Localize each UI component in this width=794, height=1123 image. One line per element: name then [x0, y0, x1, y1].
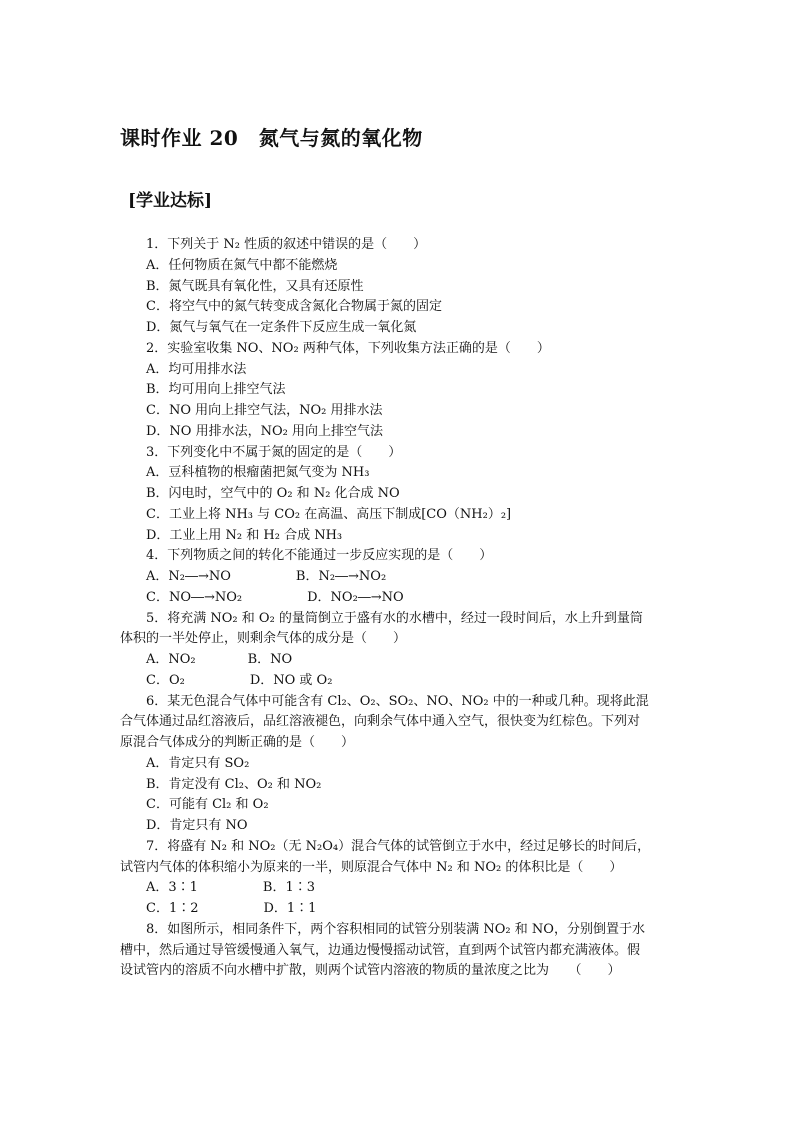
question-5-stem: 5．将充满 NO₂ 和 O₂ 的量筒倒立于盛有水的水槽中，经过一段时间后，水上升到量筒	[146, 610, 643, 626]
question-6-stem: 6．某无色混合气体中可能含有 Cl₂、O₂、SO₂、NO、NO₂ 中的一种或几种。现将此混	[146, 693, 649, 709]
question-6-option: A．肯定只有 SO₂	[146, 755, 250, 771]
question-7-option: A．3∶1 B．1∶3	[146, 880, 316, 896]
question-1-option: A．任何物质在氮气中都不能燃烧	[146, 257, 338, 273]
question-8-stem: 设试管内的溶质不向水槽中扩散，则两个试管内溶液的物质的量浓度之比为 （ ）	[120, 963, 621, 979]
question-6-option: C．可能有 Cl₂ 和 O₂	[146, 797, 269, 813]
question-6-option: D．肯定只有 NO	[146, 818, 248, 833]
question-4-option: A．N₂―→NO B．N₂―→NO₂	[146, 569, 387, 584]
question-3-option: D．工业上用 N₂ 和 H₂ 合成 NH₃	[146, 527, 343, 543]
question-6-stem: 原混合气体成分的判断正确的是（ ）	[120, 735, 355, 750]
question-2-option: C．NO 用向上排空气法，NO₂ 用排水法	[146, 403, 383, 418]
question-8-stem: 槽中，然后通过导管缓慢通入氧气，边通边慢慢摇动试管，直到两个试管内都充满液体。假	[120, 942, 641, 958]
question-2-stem: 2．实验室收集 NO、NO₂ 两种气体，下列收集方法正确的是（ ）	[146, 340, 550, 356]
question-3-stem: 3．下列变化中不属于氮的固定的是（ ）	[146, 444, 402, 460]
question-6-stem: 合气体通过品红溶液后，品红溶液褪色，向剩余气体中通入空气，很快变为红棕色。下列对	[120, 714, 641, 730]
question-1-stem: 1．下列关于 N₂ 性质的叙述中错误的是（ ）	[146, 237, 427, 252]
section-heading: [学业达标]	[128, 191, 213, 211]
question-8-stem: 8．如图所示，相同条件下，两个容积相同的试管分别装满 NO₂ 和 NO，分别倒置于水	[146, 921, 645, 937]
question-3-option: A．豆科植物的根瘤菌把氮气变为 NH₃	[146, 465, 370, 481]
question-5-option: A．NO₂ B．NO	[146, 652, 293, 667]
question-5-stem: 体积的一半处停止，则剩余气体的成分是（ ）	[120, 631, 407, 647]
question-6-option: B．肯定没有 Cl₂、O₂ 和 NO₂	[146, 776, 322, 792]
question-4-stem: 4．下列物质之间的转化不能通过一步反应实现的是（ ）	[146, 548, 493, 564]
question-2-option: B．均可用向上排空气法	[146, 382, 286, 398]
question-3-option: C．工业上将 NH₃ 与 CO₂ 在高温、高压下制成[CO（NH₂）₂]	[146, 506, 512, 522]
question-7-stem: 7．将盛有 N₂ 和 NO₂（无 N₂O₄）混合气体的试管倒立于水中，经过足够长的时间后，	[146, 838, 651, 854]
question-3-option: B．闪电时，空气中的 O₂ 和 N₂ 化合成 NO	[146, 486, 400, 501]
question-7-option: C．1∶2 D．1∶1	[146, 901, 317, 916]
question-1-option: C．将空气中的氮气转变成含氮化合物属于氮的固定	[146, 299, 442, 315]
question-2-option: A．均可用排水法	[146, 361, 247, 377]
page-title: 课时作业 20 氮气与氮的氧化物	[120, 126, 423, 150]
question-1-option: B．氮气既具有氧化性，又具有还原性	[146, 278, 364, 294]
question-4-option: C．NO―→NO₂ D．NO₂―→NO	[146, 589, 404, 605]
question-7-stem: 试管内气体的体积缩小为原来的一半，则原混合气体中 N₂ 和 NO₂ 的体积比是（ ）	[120, 859, 623, 875]
question-5-option: C．O₂ D．NO 或 O₂	[146, 672, 333, 688]
question-1-option: D．氮气与氧气在一定条件下反应生成一氧化氮	[146, 320, 417, 335]
question-2-option: D．NO 用排水法，NO₂ 用向上排空气法	[146, 423, 383, 439]
